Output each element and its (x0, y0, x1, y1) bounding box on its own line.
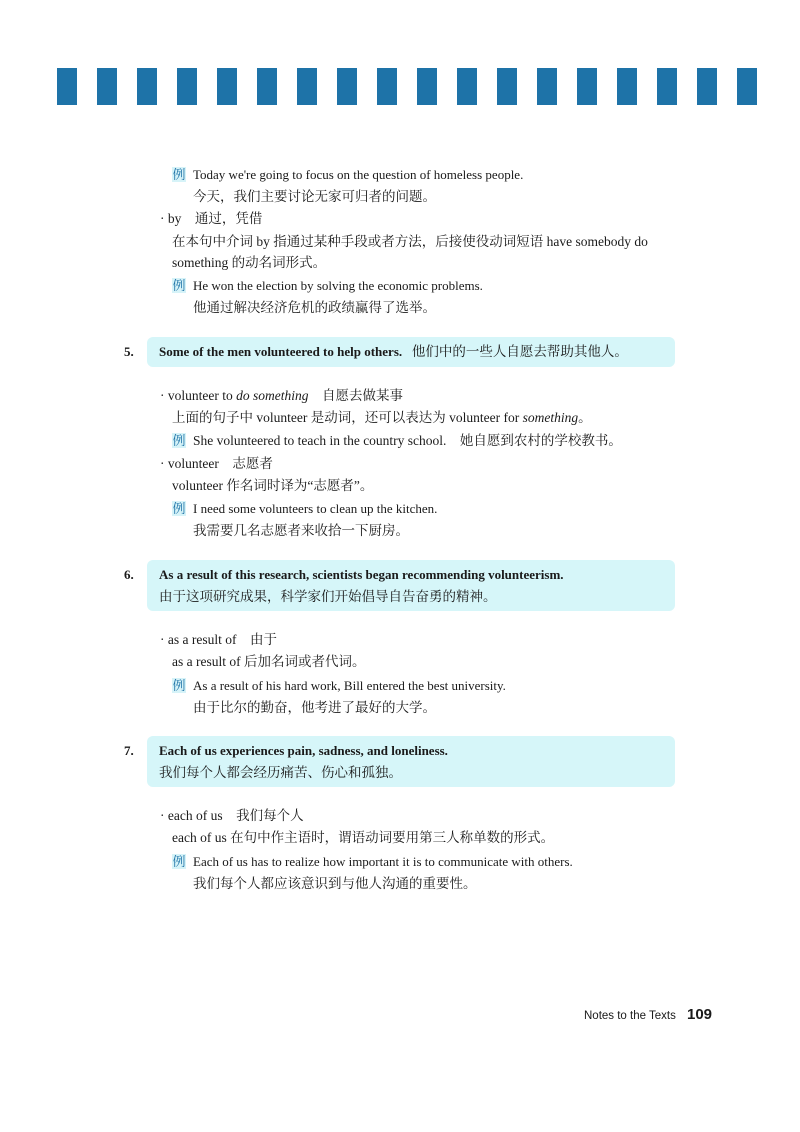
term-heading: · volunteer 志愿者 (160, 456, 273, 471)
example-marker-icon (172, 167, 186, 182)
example-chinese: 我们每个人都应该意识到与他人沟通的重要性。 (193, 876, 477, 891)
page-number: 109 (687, 1006, 713, 1023)
term-heading: · volunteer to do something 自愿去做某事 (160, 388, 403, 403)
example-chinese: 我需要几名志愿者来收拾一下厨房。 (193, 523, 409, 538)
term-heading: · each of us 我们每个人 (160, 808, 304, 823)
term-explanation: volunteer 作名词时译为“志愿者”。 (172, 478, 374, 493)
header-block (737, 68, 757, 105)
header-block (417, 68, 437, 105)
header-block (457, 68, 477, 105)
example-chinese: 今天，我们主要讨论无家可归者的问题。 (193, 189, 436, 204)
example-english: He won the election by solving the economic problems. (193, 278, 483, 293)
header-block (177, 68, 197, 105)
term-explanation: 上面的句子中 volunteer 是动词，还可以表达为 volunteer for something。 (172, 410, 592, 425)
header-decoration-band (57, 68, 757, 105)
example-marker-icon (172, 501, 186, 516)
sentence-number: 7. (124, 743, 134, 758)
sentence-box (147, 337, 675, 367)
example-bilingual: She volunteered to teach in the country school. 她自愿到农村的学校教书。 (193, 433, 622, 448)
sentence-box (147, 736, 675, 787)
sentence-english: Each of us experiences pain, sadness, and loneliness. (159, 743, 448, 758)
sentence-number: 6. (124, 567, 134, 582)
header-block (257, 68, 277, 105)
header-block (497, 68, 517, 105)
example-chinese: 他通过解决经济危机的政绩赢得了选举。 (193, 300, 436, 315)
example-english: Each of us has to realize how important it is to communicate with others. (193, 854, 573, 869)
example-marker-icon (172, 278, 186, 293)
sentence-chinese: 我们每个人都会经历痛苦、伤心和孤独。 (159, 765, 402, 780)
term-explanation: as a result of 后加名词或者代词。 (172, 654, 366, 669)
term-heading: · by 通过，凭借 (160, 211, 263, 226)
example-chinese: 由于比尔的勤奋，他考进了最好的大学。 (193, 700, 436, 715)
sentence-box (147, 560, 675, 611)
example-english: As a result of his hard work, Bill entered the best university. (193, 678, 506, 693)
header-block (337, 68, 357, 105)
sentence-chinese: 由于这项研究成果，科学家们开始倡导自告奋勇的精神。 (159, 589, 497, 604)
example-english: Today we're going to focus on the question of homeless people. (193, 167, 524, 182)
header-block (297, 68, 317, 105)
sentence-english: As a result of this research, scientists began recommending volunteerism. (159, 567, 564, 582)
term-heading: · as a result of 由于 (160, 632, 277, 647)
example-english: I need some volunteers to clean up the kitchen. (193, 501, 438, 516)
header-block (217, 68, 237, 105)
header-block (537, 68, 557, 105)
header-block (57, 68, 77, 105)
sentence-chinese: 他们中的一些人自愿去帮助其他人。 (411, 344, 628, 359)
header-block (377, 68, 397, 105)
header-block (657, 68, 677, 105)
header-block (697, 68, 717, 105)
sentence-english: Some of the men volunteered to help others. (159, 344, 403, 359)
sentence-text (159, 343, 628, 361)
example-marker-icon (172, 678, 186, 693)
term-explanation: 在本句中介词 by 指通过某种手段或者方法，后接使役动词短语 have somebody do (172, 234, 648, 249)
header-block (577, 68, 597, 105)
header-block (137, 68, 157, 105)
header-block (617, 68, 637, 105)
example-marker-icon (172, 433, 186, 448)
sentence-number: 5. (124, 344, 134, 359)
header-block (97, 68, 117, 105)
running-footer-title: Notes to the Texts (584, 1010, 676, 1022)
term-explanation: each of us 在句中作主语时，谓语动词要用第三人称单数的形式。 (172, 830, 555, 845)
term-explanation: something 的动名词形式。 (172, 255, 327, 270)
example-marker-icon (172, 854, 186, 869)
